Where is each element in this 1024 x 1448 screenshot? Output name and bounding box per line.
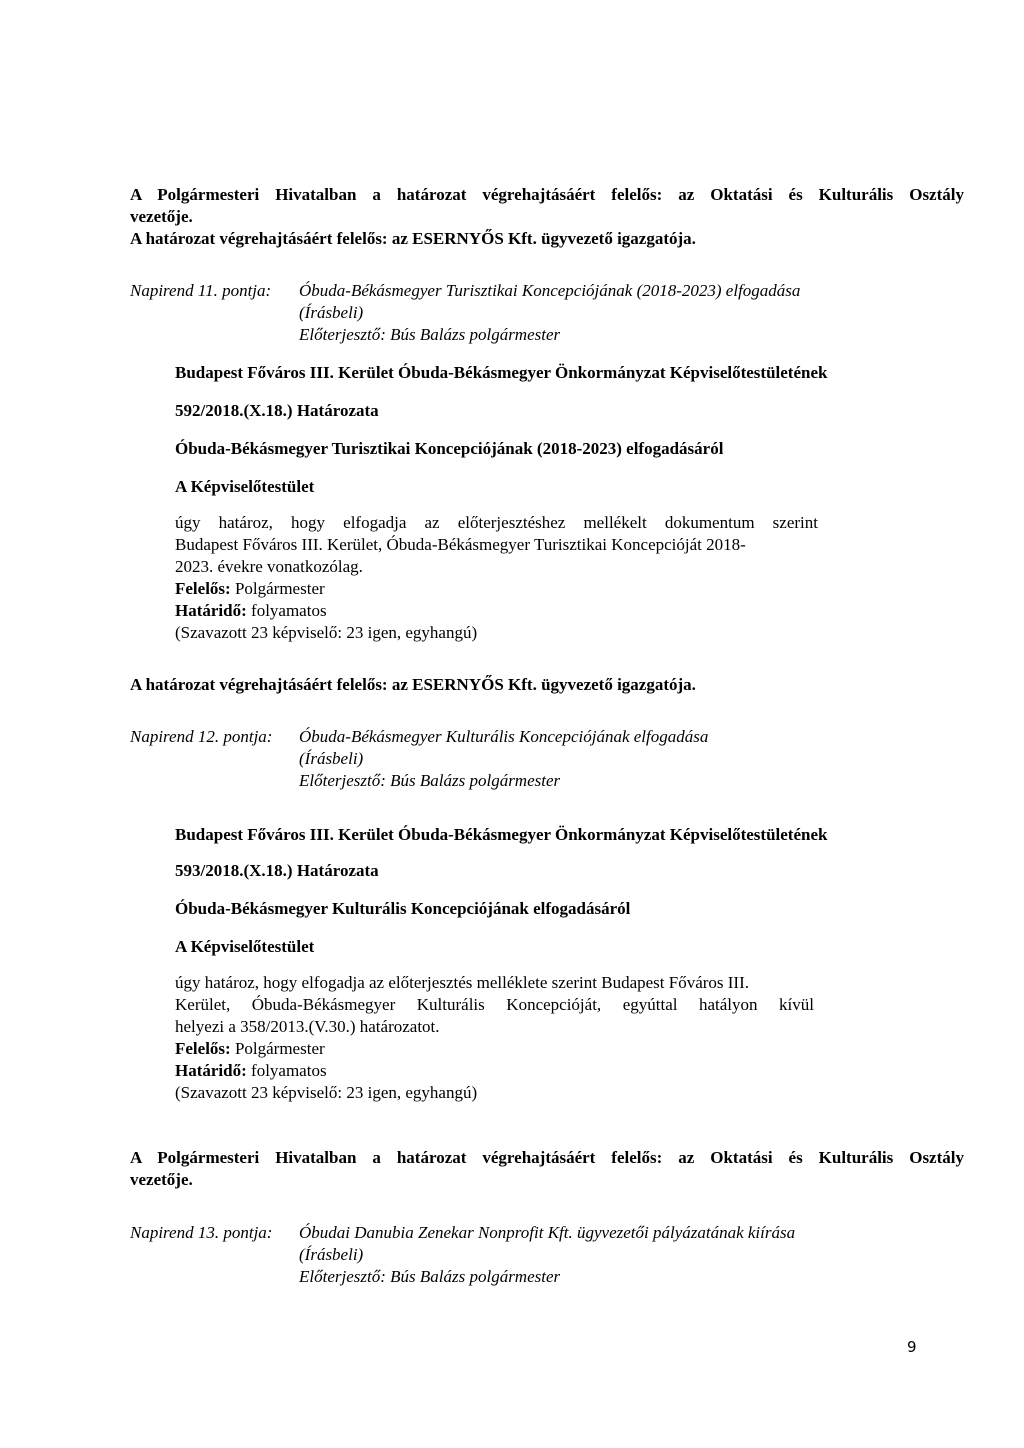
body-name: Budapest Főváros III. Kerület Óbuda-Békásmegyer Önkormányzat Képviselőtestületének bbox=[175, 825, 828, 844]
execution-responsible-cont: vezetője. bbox=[130, 1170, 193, 1189]
resolution-text-line-2: Kerület, Óbuda-Békásmegyer Kulturális Koncepcióját, egyúttal hatályon kívül bbox=[175, 995, 814, 1014]
execution-responsible: A Polgármesteri Hivatalban a határozat végrehajtásáért felelős: az Oktatási és Kulturális Osztály bbox=[130, 1148, 964, 1167]
resolution-text-line-3: 2023. évekre vonatkozólag. bbox=[175, 557, 363, 576]
agenda-type: (Írásbeli) bbox=[299, 303, 364, 322]
responsible-value: Polgármester bbox=[234, 1039, 325, 1058]
deadline-value: folyamatos bbox=[251, 1061, 327, 1080]
agenda-presenter: Előterjesztő: Bús Balázs polgármester bbox=[299, 771, 561, 790]
agenda-title: Óbuda-Békásmegyer Kulturális Koncepciójának elfogadása bbox=[299, 727, 709, 746]
resolution-number: 592/2018.(X.18.) Határozata bbox=[175, 401, 379, 420]
agenda-type: (Írásbeli) bbox=[299, 749, 364, 768]
council-label: A Képviselőtestület bbox=[175, 477, 315, 496]
resolution-text-line-3: helyezi a 358/2013.(V.30.) határozatot. bbox=[175, 1017, 440, 1036]
deadline-label: Határidő: bbox=[175, 601, 247, 620]
council-label: A Képviselőtestület bbox=[175, 937, 315, 956]
execution-responsible: A határozat végrehajtásáért felelős: az ESERNYŐS Kft. ügyvezető igazgatója. bbox=[130, 675, 696, 694]
deadline-value: folyamatos bbox=[251, 601, 327, 620]
deadline-label: Határidő: bbox=[175, 1061, 247, 1080]
resolution-number: 593/2018.(X.18.) Határozata bbox=[175, 861, 379, 880]
resolution-title: Óbuda-Békásmegyer Kulturális Koncepciójának elfogadásáról bbox=[175, 899, 631, 918]
vote-result: (Szavazott 23 képviselő: 23 igen, egyhangú) bbox=[175, 623, 478, 642]
resolution-text-line-1: úgy határoz, hogy elfogadja az előterjesztéshez mellékelt dokumentum szerint bbox=[175, 513, 818, 532]
vote-result: (Szavazott 23 képviselő: 23 igen, egyhangú) bbox=[175, 1083, 478, 1102]
agenda-label: Napirend 11. pontja: bbox=[130, 281, 272, 300]
deadline-line bbox=[175, 1061, 327, 1081]
responsible-office-line-cont: vezetője. bbox=[130, 207, 193, 226]
agenda-title: Óbuda-Békásmegyer Turisztikai Koncepciójának (2018-2023) elfogadása bbox=[299, 281, 801, 300]
agenda-label: Napirend 12. pontja: bbox=[130, 727, 273, 746]
agenda-presenter: Előterjesztő: Bús Balázs polgármester bbox=[299, 325, 561, 344]
responsible-line bbox=[175, 1039, 325, 1059]
agenda-label: Napirend 13. pontja: bbox=[130, 1223, 273, 1242]
agenda-presenter: Előterjesztő: Bús Balázs polgármester bbox=[299, 1267, 561, 1286]
responsible-label: Felelős: bbox=[175, 579, 231, 598]
agenda-type: (Írásbeli) bbox=[299, 1245, 364, 1264]
agenda-title: Óbudai Danubia Zenekar Nonprofit Kft. ügyvezetői pályázatának kiírása bbox=[299, 1223, 796, 1242]
responsible-company-line: A határozat végrehajtásáért felelős: az ESERNYŐS Kft. ügyvezető igazgatója. bbox=[130, 229, 696, 248]
responsible-label: Felelős: bbox=[175, 1039, 231, 1058]
body-name: Budapest Főváros III. Kerület Óbuda-Békásmegyer Önkormányzat Képviselőtestületének bbox=[175, 363, 828, 382]
resolution-title: Óbuda-Békásmegyer Turisztikai Koncepciójának (2018-2023) elfogadásáról bbox=[175, 439, 724, 458]
responsible-office-line: A Polgármesteri Hivatalban a határozat végrehajtásáért felelős: az Oktatási és Kulturális Osztály bbox=[130, 185, 964, 204]
page-number: 9 bbox=[907, 1338, 917, 1356]
responsible-line bbox=[175, 579, 325, 599]
resolution-text-line-2: Budapest Főváros III. Kerület, Óbuda-Békásmegyer Turisztikai Koncepcióját 2018- bbox=[175, 535, 746, 554]
responsible-value: Polgármester bbox=[234, 579, 325, 598]
deadline-line bbox=[175, 601, 327, 621]
resolution-text-line-1: úgy határoz, hogy elfogadja az előterjesztés melléklete szerint Budapest Főváros III. bbox=[175, 973, 750, 992]
